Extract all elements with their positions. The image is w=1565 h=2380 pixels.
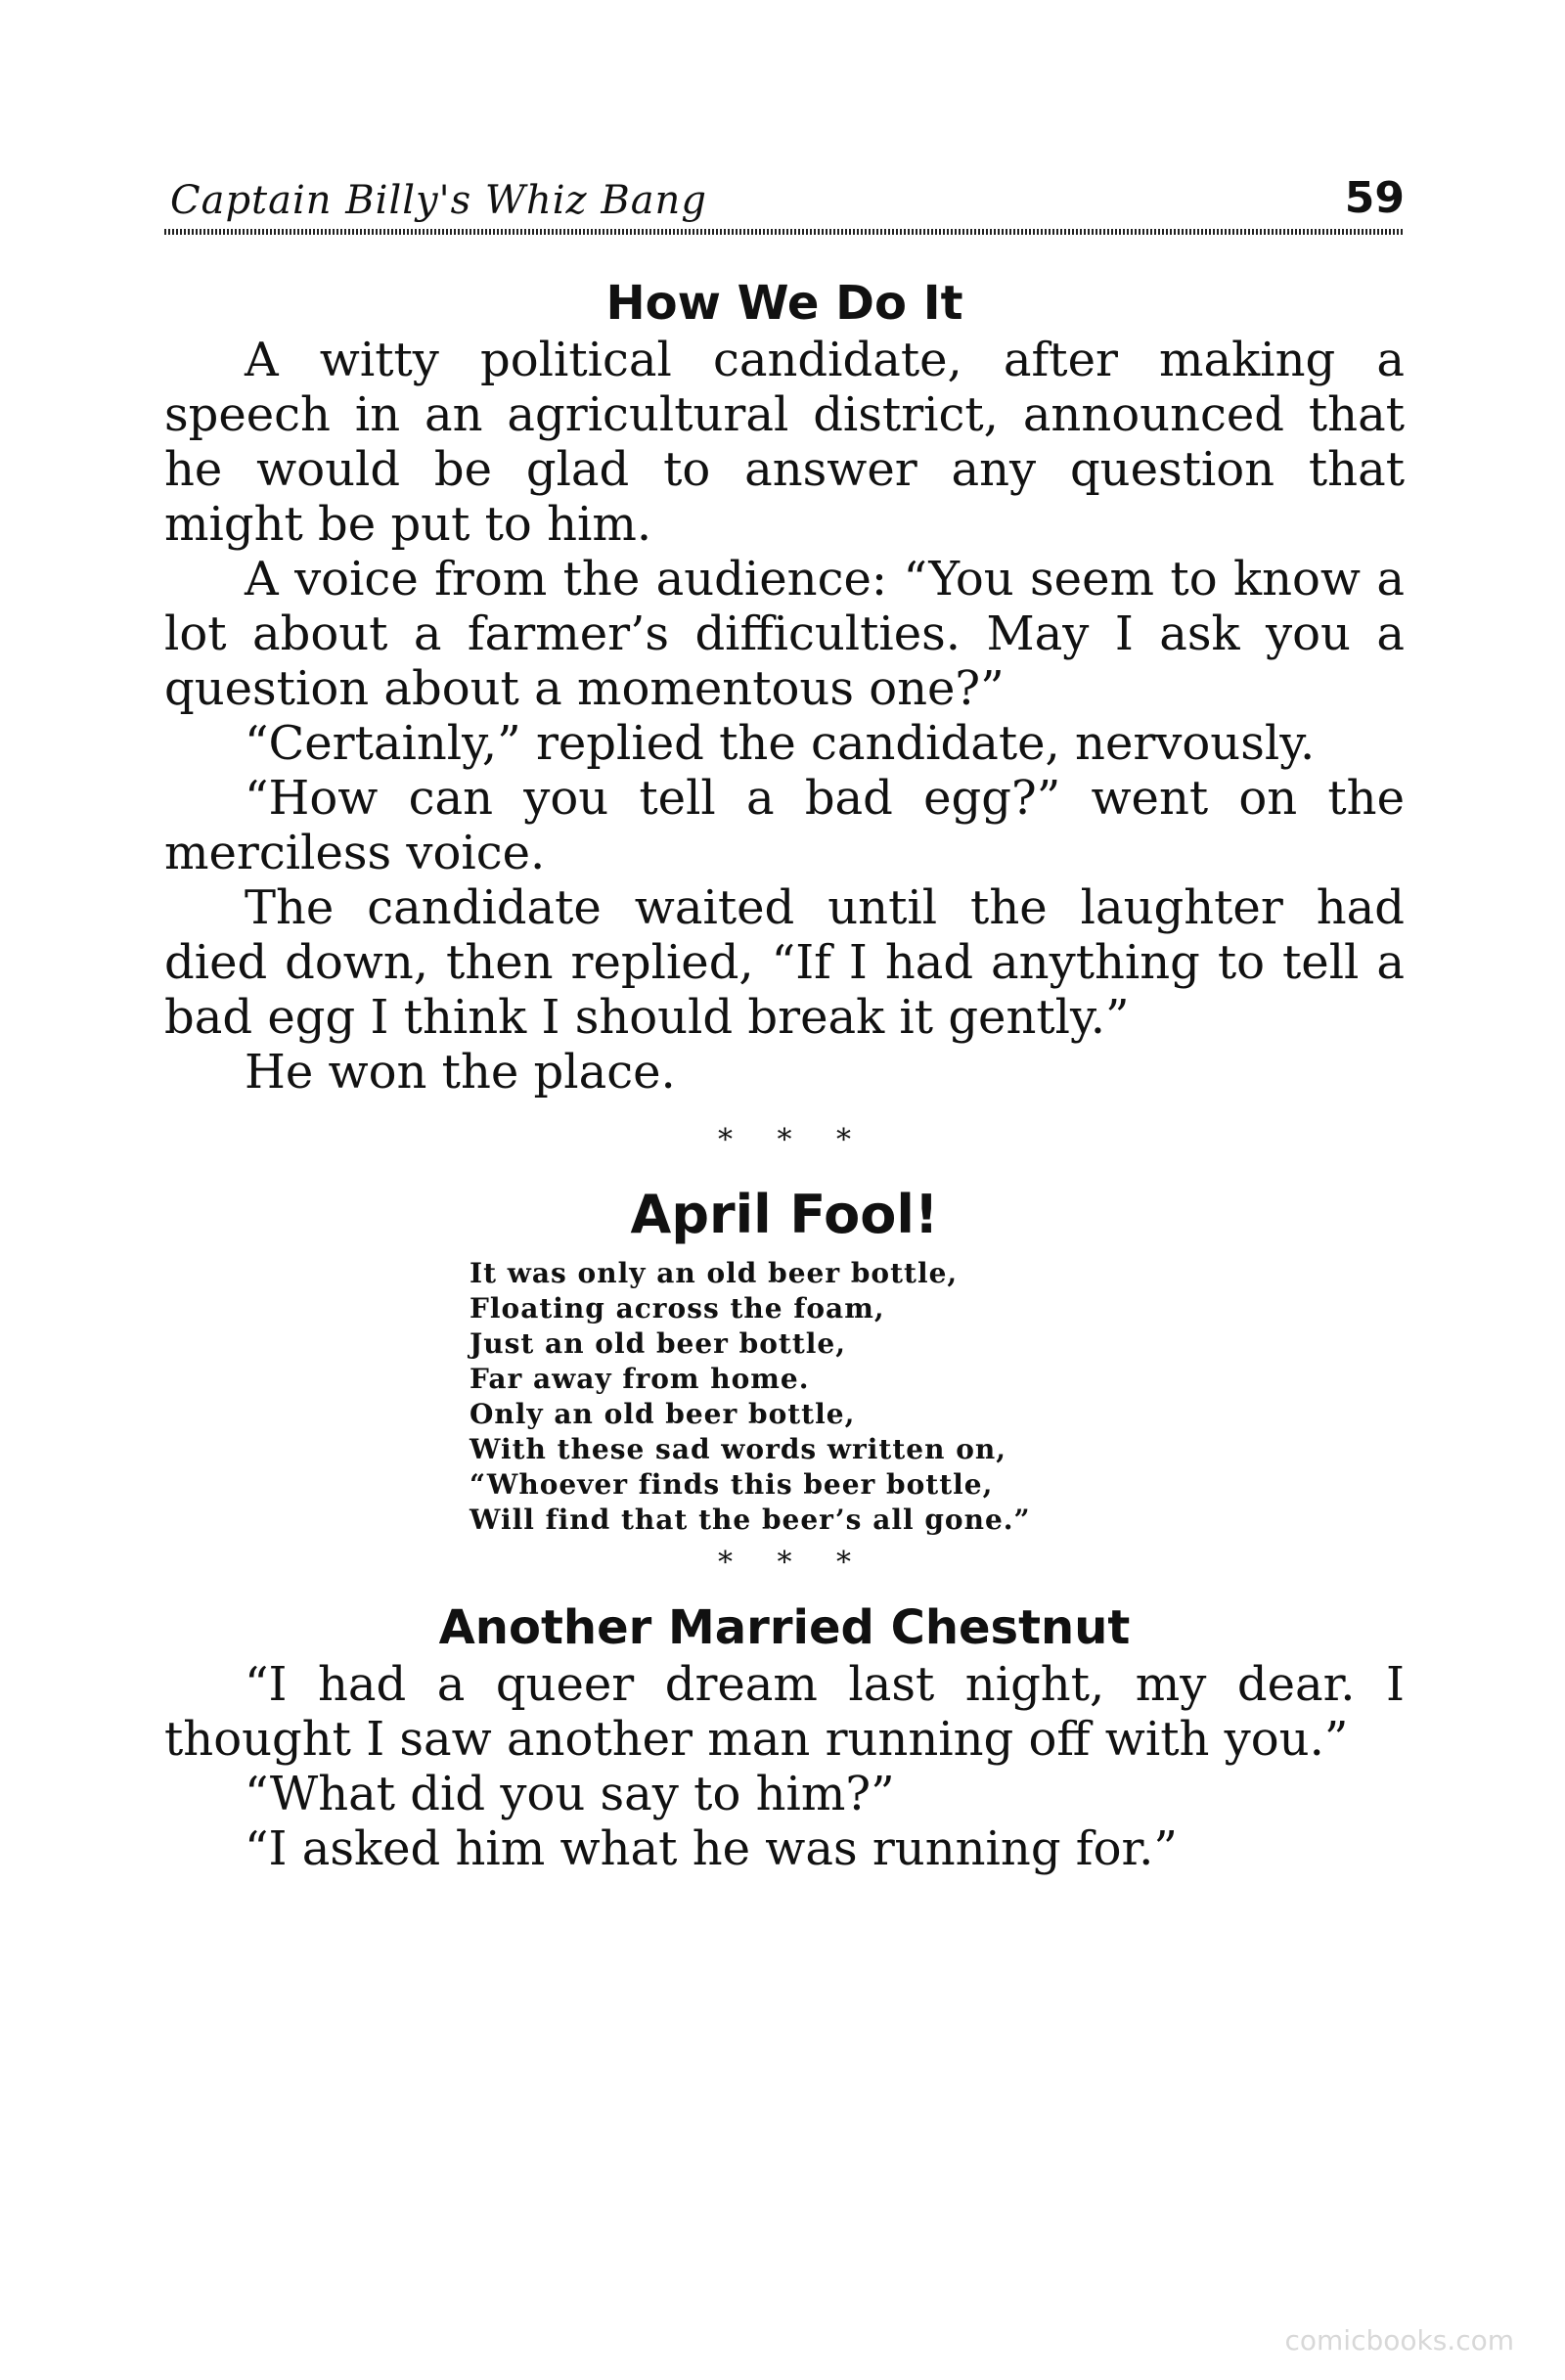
- story-another-married-chestnut: [164, 1598, 1405, 1876]
- story-paragraph: A witty political candidate, after making a speech in an agricultural district, announced that he would be glad to answer any question that might be put to him.: [164, 333, 1405, 552]
- poem-line: It was only an old beer bottle,: [470, 1257, 959, 1289]
- section-separator: * * *: [717, 1123, 852, 1157]
- poem-line: Just an old beer bottle,: [470, 1327, 846, 1360]
- story-paragraph: “I asked him what he was running for.”: [245, 1821, 1178, 1876]
- story-title: How We Do It: [605, 276, 963, 331]
- story-paragraph: He won the place.: [245, 1045, 676, 1100]
- story-april-fool: [164, 1186, 1405, 1538]
- story-paragraph: “Certainly,” replied the candidate, nervously.: [245, 716, 1316, 771]
- story-paragraph: The candidate waited until the laughter had died down, then replied, “If I had anything to tell a bad egg I think I should break it gently.”: [164, 880, 1405, 1045]
- poem-line: Far away from home.: [470, 1363, 810, 1395]
- page-number: 59: [1344, 173, 1405, 223]
- poem-line: “Whoever finds this beer bottle,: [470, 1468, 994, 1501]
- magazine-page: [164, 166, 1405, 1876]
- story-paragraph: A voice from the audience: “You seem to know a lot about a farmer’s difficulties. May I ask you a question about a momentous one?”: [164, 552, 1405, 716]
- story-how-we-do-it: [164, 274, 1405, 1100]
- story-title: April Fool!: [630, 1184, 939, 1245]
- header-rule: [164, 229, 1405, 235]
- story-paragraph: “How can you tell a bad egg?” went on the merciless voice.: [164, 771, 1405, 880]
- story-title: Another Married Chestnut: [438, 1600, 1131, 1655]
- poem-line: Floating across the foam,: [470, 1292, 885, 1325]
- poem-line: Only an old beer bottle,: [470, 1398, 856, 1430]
- watermark: comicbooks.com: [1284, 2324, 1514, 2357]
- running-title: Captain Billy's Whiz Bang: [170, 178, 707, 223]
- section-separator: * * *: [717, 1546, 852, 1580]
- story-paragraph: “I had a queer dream last night, my dear. I thought I saw another man running off with you.”: [164, 1657, 1405, 1767]
- running-header: [164, 166, 1405, 235]
- poem-line: With these sad words written on,: [470, 1433, 1006, 1465]
- story-paragraph: “What did you say to him?”: [245, 1767, 895, 1821]
- poem-line: Will find that the beer’s all gone.”: [470, 1504, 1031, 1536]
- poem: [470, 1256, 1405, 1538]
